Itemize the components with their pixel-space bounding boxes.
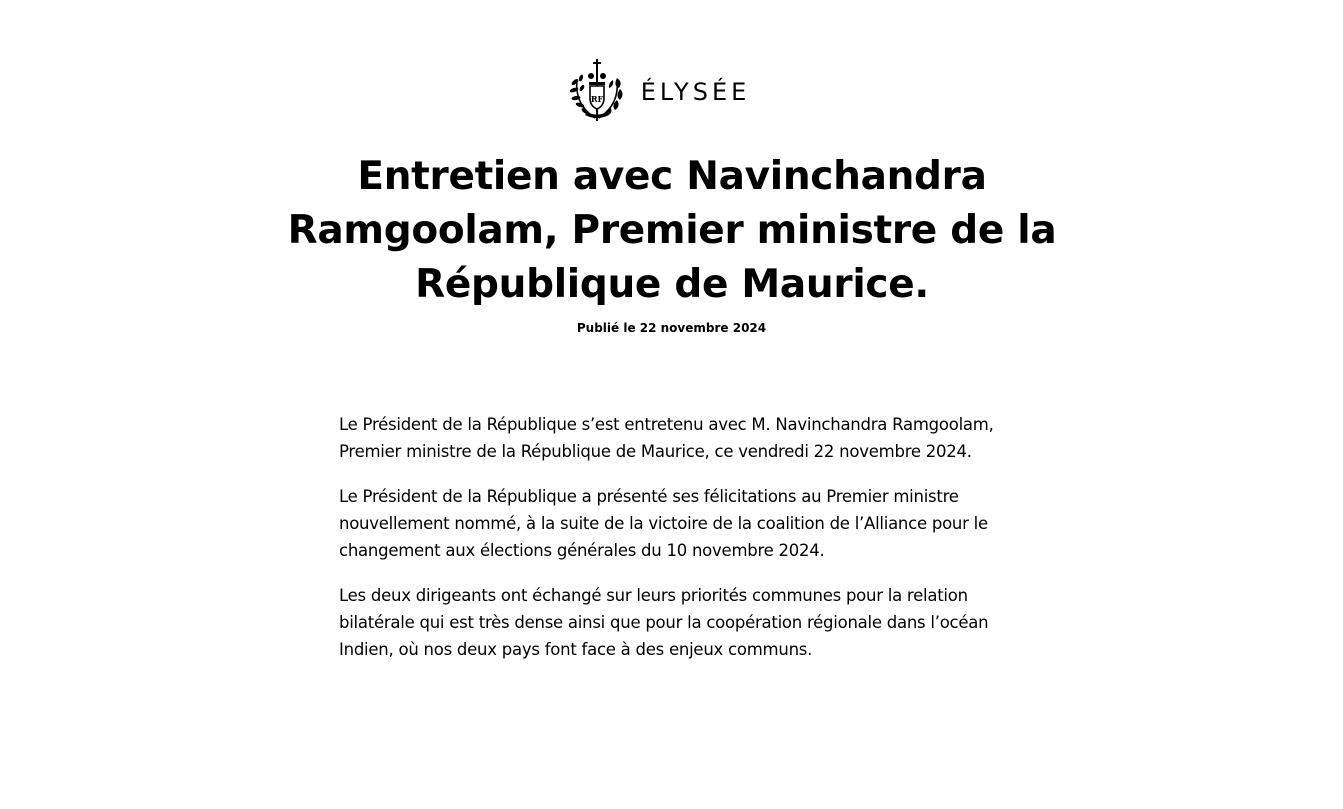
publication-date: Publié le 22 novembre 2024 — [576, 321, 767, 335]
site-header — [0, 58, 1343, 124]
article-paragraph: Le Président de la République s’est entretenu avec M. Navinchandra Ramgoolam, Premier ministre de la République de Maurice, ce vendredi 22 novembre 2024. — [339, 415, 994, 461]
svg-text:RF: RF — [590, 94, 603, 104]
article-body — [339, 411, 999, 681]
brand-wordmark[interactable]: ÉLYSÉE — [640, 78, 751, 106]
article-paragraph: Le Président de la République a présenté ses félicitations au Premier ministre nouvellement nommé, à la suite de la victoire de la coalition de l’Alliance pour le changement aux élections générales du 10 novembre 2024. — [339, 487, 988, 560]
page-title: Entretien avec Navinchandra Ramgoolam, Premier ministre de la République de Maurice. — [287, 154, 1057, 307]
republic-emblem-icon[interactable] — [569, 58, 625, 124]
article-paragraph: Les deux dirigeants ont échangé sur leurs priorités communes pour la relation bilatérale qui est très dense ainsi que pour la coopération régionale dans l’océan Indien, où nos deux pays font face à des enjeux communs. — [339, 586, 989, 659]
